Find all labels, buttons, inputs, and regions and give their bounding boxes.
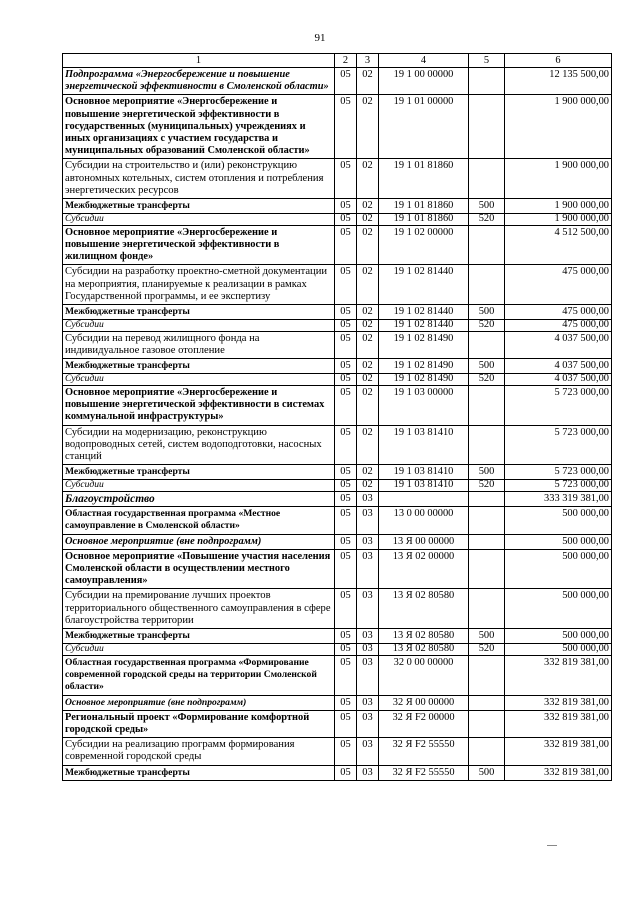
subsection-code-cell: 03 xyxy=(357,710,379,737)
subsection-code-cell: 02 xyxy=(357,199,379,214)
item-name-cell: Субсидии на строительство и (или) реконструкцию автономных котельных, систем отопления и потребления энергетических ресурсов xyxy=(63,159,335,199)
target-article-cell: 19 1 02 81440 xyxy=(379,320,469,332)
item-name-cell: Основное мероприятие «Энергосбережение и повышение энергетической эффективности в системах коммунальной инфраструктуры» xyxy=(63,386,335,426)
item-name-cell: Субсидии xyxy=(63,644,335,656)
table-row xyxy=(63,159,612,199)
section-code-cell: 05 xyxy=(335,159,357,199)
target-article-cell: 19 1 01 81860 xyxy=(379,199,469,214)
target-article-cell xyxy=(379,492,469,507)
section-code-cell: 05 xyxy=(335,425,357,465)
table-row xyxy=(63,629,612,644)
item-name-cell: Субсидии xyxy=(63,214,335,226)
header-cell: 5 xyxy=(469,54,505,68)
target-article-cell: 13 Я 00 00000 xyxy=(379,534,469,549)
item-name-cell: Субсидии на модернизацию, реконструкцию водопроводных сетей, систем водоподготовки, насосных станций xyxy=(63,425,335,465)
item-name-cell: Межбюджетные трансферты xyxy=(63,765,335,780)
section-code-cell: 05 xyxy=(335,305,357,320)
item-name-cell: Межбюджетные трансферты xyxy=(63,629,335,644)
target-article-cell: 19 1 01 81860 xyxy=(379,214,469,226)
table-row xyxy=(63,765,612,780)
item-name-cell: Основное мероприятие (вне подпрограмм) xyxy=(63,695,335,710)
subsection-code-cell: 02 xyxy=(357,425,379,465)
table-row xyxy=(63,644,612,656)
amount-cell: 475 000,00 xyxy=(505,305,612,320)
table-row xyxy=(63,199,612,214)
amount-cell: 4 037 500,00 xyxy=(505,331,612,358)
section-code-cell: 05 xyxy=(335,199,357,214)
amount-cell: 5 723 000,00 xyxy=(505,386,612,426)
target-article-cell: 19 1 01 81860 xyxy=(379,159,469,199)
item-name-cell: Областная государственная программа «Формирование современной городской среды на территории Смоленской области» xyxy=(63,655,335,695)
amount-cell: 500 000,00 xyxy=(505,507,612,534)
amount-cell: 332 819 381,00 xyxy=(505,710,612,737)
section-code-cell: 05 xyxy=(335,320,357,332)
table-row xyxy=(63,534,612,549)
page-number: 91 xyxy=(314,32,326,44)
expense-type-cell xyxy=(469,738,505,765)
section-code-cell: 05 xyxy=(335,507,357,534)
section-code-cell: 05 xyxy=(335,629,357,644)
subsection-code-cell: 02 xyxy=(357,359,379,374)
table-row xyxy=(63,549,612,589)
amount-cell: 5 723 000,00 xyxy=(505,480,612,492)
header-cell: 6 xyxy=(505,54,612,68)
table-row xyxy=(63,710,612,737)
table-row xyxy=(63,386,612,426)
subsection-code-cell: 03 xyxy=(357,765,379,780)
expense-type-cell xyxy=(469,534,505,549)
amount-cell: 5 723 000,00 xyxy=(505,465,612,480)
header-cell: 1 xyxy=(63,54,335,68)
table-row xyxy=(63,320,612,332)
amount-cell: 5 723 000,00 xyxy=(505,425,612,465)
amount-cell: 332 819 381,00 xyxy=(505,738,612,765)
amount-cell: 475 000,00 xyxy=(505,320,612,332)
expense-type-cell xyxy=(469,695,505,710)
item-name-cell: Субсидии xyxy=(63,320,335,332)
amount-cell: 500 000,00 xyxy=(505,589,612,629)
section-code-cell: 05 xyxy=(335,386,357,426)
table-row xyxy=(63,305,612,320)
subsection-code-cell: 02 xyxy=(357,465,379,480)
subsection-code-cell: 03 xyxy=(357,507,379,534)
target-article-cell: 19 1 02 81490 xyxy=(379,359,469,374)
expense-type-cell: 500 xyxy=(469,359,505,374)
subsection-code-cell: 02 xyxy=(357,68,379,95)
subsection-code-cell: 03 xyxy=(357,655,379,695)
section-code-cell: 05 xyxy=(335,710,357,737)
expense-type-cell xyxy=(469,386,505,426)
table-row xyxy=(63,265,612,305)
subsection-code-cell: 02 xyxy=(357,480,379,492)
target-article-cell: 19 1 00 00000 xyxy=(379,68,469,95)
table-row xyxy=(63,331,612,358)
amount-cell: 4 512 500,00 xyxy=(505,225,612,265)
amount-cell: 1 900 000,00 xyxy=(505,159,612,199)
table-row xyxy=(63,214,612,226)
item-name-cell: Региональный проект «Формирование комфортной городской среды» xyxy=(63,710,335,737)
amount-cell: 332 819 381,00 xyxy=(505,655,612,695)
table-row xyxy=(63,225,612,265)
table-row xyxy=(63,695,612,710)
table-row xyxy=(63,738,612,765)
item-name-cell: Субсидии xyxy=(63,480,335,492)
target-article-cell: 32 0 00 00000 xyxy=(379,655,469,695)
section-code-cell: 05 xyxy=(335,359,357,374)
amount-cell: 332 819 381,00 xyxy=(505,765,612,780)
target-article-cell: 13 Я 02 80580 xyxy=(379,644,469,656)
item-name-cell: Межбюджетные трансферты xyxy=(63,465,335,480)
expense-type-cell xyxy=(469,331,505,358)
expense-type-cell: 520 xyxy=(469,480,505,492)
section-code-cell: 05 xyxy=(335,331,357,358)
expense-type-cell: 520 xyxy=(469,644,505,656)
expense-type-cell xyxy=(469,507,505,534)
item-name-cell: Основное мероприятие «Энергосбережение и повышение энергетической эффективности в жилищном фонде» xyxy=(63,225,335,265)
budget-table xyxy=(62,53,612,781)
amount-cell: 12 135 500,00 xyxy=(505,68,612,95)
expense-type-cell xyxy=(469,68,505,95)
target-article-cell: 19 1 03 81410 xyxy=(379,465,469,480)
subsection-code-cell: 02 xyxy=(357,159,379,199)
amount-cell: 500 000,00 xyxy=(505,644,612,656)
table-row xyxy=(63,480,612,492)
subsection-code-cell: 03 xyxy=(357,738,379,765)
subsection-code-cell: 02 xyxy=(357,95,379,159)
section-code-cell: 05 xyxy=(335,465,357,480)
target-article-cell: 19 1 03 81410 xyxy=(379,425,469,465)
item-name-cell: Благоустройство xyxy=(63,492,335,507)
item-name-cell: Субсидии на перевод жилищного фонда на индивидуальное газовое отопление xyxy=(63,331,335,358)
target-article-cell: 19 1 02 81490 xyxy=(379,374,469,386)
target-article-cell: 32 Я F2 55550 xyxy=(379,738,469,765)
expense-type-cell xyxy=(469,95,505,159)
section-code-cell: 05 xyxy=(335,68,357,95)
subsection-code-cell: 02 xyxy=(357,331,379,358)
subsection-code-cell: 03 xyxy=(357,492,379,507)
expense-type-cell: 520 xyxy=(469,374,505,386)
item-name-cell: Субсидии на разработку проектно-сметной документации на мероприятия, планируемые к реализации в рамках Государственной программы, и ее экспертизу xyxy=(63,265,335,305)
item-name-cell: Основное мероприятие «Повышение участия населения Смоленской области в осуществлении местного самоуправления» xyxy=(63,549,335,589)
scan-mark xyxy=(547,845,557,846)
expense-type-cell: 500 xyxy=(469,465,505,480)
subsection-code-cell: 03 xyxy=(357,534,379,549)
table-row xyxy=(63,374,612,386)
target-article-cell: 19 1 03 00000 xyxy=(379,386,469,426)
subsection-code-cell: 02 xyxy=(357,305,379,320)
subsection-code-cell: 02 xyxy=(357,214,379,226)
section-code-cell: 05 xyxy=(335,374,357,386)
section-code-cell: 05 xyxy=(335,480,357,492)
item-name-cell: Субсидии на реализацию программ формирования современной городской среды xyxy=(63,738,335,765)
target-article-cell: 19 1 02 00000 xyxy=(379,225,469,265)
item-name-cell: Межбюджетные трансферты xyxy=(63,199,335,214)
header-cell: 2 xyxy=(335,54,357,68)
section-code-cell: 05 xyxy=(335,644,357,656)
section-code-cell: 05 xyxy=(335,695,357,710)
expense-type-cell: 520 xyxy=(469,320,505,332)
expense-type-cell xyxy=(469,265,505,305)
section-code-cell: 05 xyxy=(335,655,357,695)
amount-cell: 500 000,00 xyxy=(505,534,612,549)
table-row xyxy=(63,425,612,465)
target-article-cell: 19 1 03 81410 xyxy=(379,480,469,492)
target-article-cell: 19 1 02 81440 xyxy=(379,265,469,305)
target-article-cell: 32 Я F2 00000 xyxy=(379,710,469,737)
table-row xyxy=(63,68,612,95)
amount-cell: 500 000,00 xyxy=(505,629,612,644)
target-article-cell: 19 1 02 81440 xyxy=(379,305,469,320)
item-name-cell: Основное мероприятие «Энергосбережение и повышение энергетической эффективности в государственных (муниципальных) учреждениях и иных организациях с участием государства и муниципальных образований Смоленской области» xyxy=(63,95,335,159)
section-code-cell: 05 xyxy=(335,534,357,549)
expense-type-cell xyxy=(469,425,505,465)
target-article-cell: 19 1 01 00000 xyxy=(379,95,469,159)
expense-type-cell xyxy=(469,589,505,629)
table-row xyxy=(63,589,612,629)
item-name-cell: Областная государственная программа «Местное самоуправление в Смоленской области» xyxy=(63,507,335,534)
amount-cell: 500 000,00 xyxy=(505,549,612,589)
amount-cell: 4 037 500,00 xyxy=(505,374,612,386)
subsection-code-cell: 03 xyxy=(357,695,379,710)
subsection-code-cell: 03 xyxy=(357,549,379,589)
section-code-cell: 05 xyxy=(335,95,357,159)
subsection-code-cell: 03 xyxy=(357,644,379,656)
amount-cell: 4 037 500,00 xyxy=(505,359,612,374)
item-name-cell: Субсидии xyxy=(63,374,335,386)
target-article-cell: 19 1 02 81490 xyxy=(379,331,469,358)
table-row xyxy=(63,465,612,480)
header-cell: 4 xyxy=(379,54,469,68)
subsection-code-cell: 03 xyxy=(357,589,379,629)
table-row xyxy=(63,507,612,534)
item-name-cell: Основное мероприятие (вне подпрограмм) xyxy=(63,534,335,549)
amount-cell: 1 900 000,00 xyxy=(505,95,612,159)
section-code-cell: 05 xyxy=(335,225,357,265)
item-name-cell: Межбюджетные трансферты xyxy=(63,305,335,320)
expense-type-cell: 500 xyxy=(469,629,505,644)
target-article-cell: 13 Я 02 00000 xyxy=(379,549,469,589)
expense-type-cell: 500 xyxy=(469,765,505,780)
section-code-cell: 05 xyxy=(335,765,357,780)
subsection-code-cell: 02 xyxy=(357,265,379,305)
target-article-cell: 13 Я 02 80580 xyxy=(379,589,469,629)
expense-type-cell: 500 xyxy=(469,305,505,320)
subsection-code-cell: 02 xyxy=(357,320,379,332)
section-code-cell: 05 xyxy=(335,214,357,226)
expense-type-cell xyxy=(469,549,505,589)
expense-type-cell xyxy=(469,225,505,265)
item-name-cell: Субсидии на премирование лучших проектов территориального общественного самоуправления в сфере благоустройства территории xyxy=(63,589,335,629)
header-cell: 3 xyxy=(357,54,379,68)
section-code-cell: 05 xyxy=(335,492,357,507)
expense-type-cell xyxy=(469,492,505,507)
amount-cell: 1 900 000,00 xyxy=(505,214,612,226)
amount-cell: 1 900 000,00 xyxy=(505,199,612,214)
section-code-cell: 05 xyxy=(335,265,357,305)
item-name-cell: Межбюджетные трансферты xyxy=(63,359,335,374)
section-code-cell: 05 xyxy=(335,589,357,629)
subsection-code-cell: 02 xyxy=(357,225,379,265)
table-row xyxy=(63,655,612,695)
expense-type-cell xyxy=(469,710,505,737)
target-article-cell: 13 0 00 00000 xyxy=(379,507,469,534)
item-name-cell: Подпрограмма «Энергосбережение и повышение энергетической эффективности в Смоленской области» xyxy=(63,68,335,95)
subsection-code-cell: 02 xyxy=(357,386,379,426)
amount-cell: 475 000,00 xyxy=(505,265,612,305)
amount-cell: 332 819 381,00 xyxy=(505,695,612,710)
expense-type-cell: 520 xyxy=(469,214,505,226)
subsection-code-cell: 02 xyxy=(357,374,379,386)
subsection-code-cell: 03 xyxy=(357,629,379,644)
section-code-cell: 05 xyxy=(335,549,357,589)
target-article-cell: 32 Я 00 00000 xyxy=(379,695,469,710)
table-header-row xyxy=(63,54,612,68)
expense-type-cell xyxy=(469,159,505,199)
table-row xyxy=(63,95,612,159)
amount-cell: 333 319 381,00 xyxy=(505,492,612,507)
section-code-cell: 05 xyxy=(335,738,357,765)
target-article-cell: 32 Я F2 55550 xyxy=(379,765,469,780)
table-row xyxy=(63,492,612,507)
expense-type-cell xyxy=(469,655,505,695)
expense-type-cell: 500 xyxy=(469,199,505,214)
target-article-cell: 13 Я 02 80580 xyxy=(379,629,469,644)
table-row xyxy=(63,359,612,374)
